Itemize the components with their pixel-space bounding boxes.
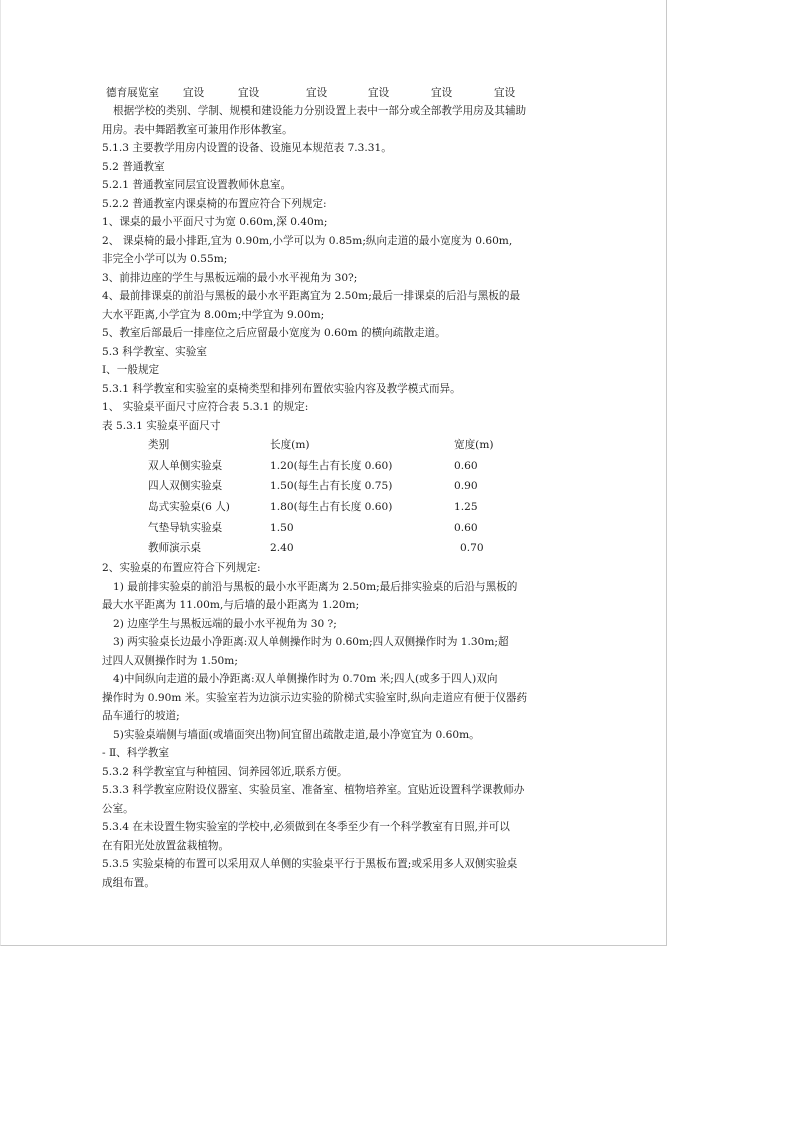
item-5: 5)实验桌端侧与墙面(或墙面突出物)间宜留出疏散走道,最小净宽宜为 0.60m。 [113,728,480,741]
paragraph-line: 用房。表中舞蹈教室可兼用作形体教室。 [102,123,293,136]
table-row [102,456,572,477]
table-header [102,435,572,456]
table-cell: 1.20(每生占有长度 0.60) [270,459,393,472]
subsection-heading-2: - Ⅱ、科学教室 [102,747,170,760]
table-cell: 0.60 [454,521,478,534]
rule-3: 3、前排边座的学生与黑板远端的最小水平视角为 30?; [102,271,358,284]
section-heading-5-3: 5.3 科学教室、实验室 [102,345,207,358]
item-4-line: 4)中间纵向走道的最小净距离:双人单侧操作时为 0.70m 米;四人(或多于四人)双向 [113,673,498,686]
paragraph-line: 根据学校的类别、学制、规模和建设能力分别设置上表中一部分或全部教学用房及其辅助 [113,105,527,117]
table-cell: 1.80(每生占有长度 0.60) [270,501,393,514]
table-cell: 1.50 [270,521,294,534]
clause-5-2-1: 5.2.1 普通教室同层宜设置教师休息室。 [102,179,292,191]
clause-5-3-5-line: 5.3.5 实验桌椅的布置可以采用双人单侧的实验桌平行于黑板布置;或采用多人双侧实验桌 [102,858,518,871]
item-4-line: 操作时为 0.90m 米。实验室若为边演示边实验的阶梯式实验室时,纵向走道应有便于仪器药 [102,691,528,704]
table-title: 表 5.3.1 实验桌平面尺寸 [102,419,221,432]
table-cell: 宜设 [368,87,390,99]
document-body [102,84,572,892]
rule-5: 5、教室后部最后一排座位之后应留最小宽度为 0.60m 的横向疏散走道。 [102,327,446,339]
table-cell: 宜设 [238,87,260,99]
lab-desk-table [102,435,572,559]
table-cell: 德育展览室 [106,87,159,99]
item-3-line: 3) 两实验桌长边最小净距离:双人单侧操作时为 0.60m;四人双侧操作时为 1.30m;超 [113,636,509,649]
clause-5-3-3-line: 5.3.3 科学教室应附设仪器室、实验员室、准备室、植物培养室。宜贴近设置科学课教师办 [102,784,525,797]
table-row [102,497,572,518]
clause-5-3-1-item-2: 2、实验桌的布置应符合下列规定: [102,562,261,575]
table-cell: 四人双侧实验桌 [148,480,223,493]
clause-5-1-3: 5.1.3 主要教学用房内设置的设备、设施见本规范表 7.3.31。 [102,142,392,154]
table-cell: 1.25 [454,501,478,514]
table-cell: 0.90 [454,480,478,493]
subsection-heading-1: Ⅰ、一般规定 [102,364,160,376]
clause-5-3-1: 5.3.1 科学教室和实验室的桌椅类型和排列布置依实验内容及教学模式而异。 [102,382,461,395]
section-heading-5-2: 5.2 普通教室 [102,160,165,173]
table-cell: 宜设 [494,87,516,99]
rule-1: 1、课桌的最小平面尺寸为宽 0.60m,深 0.40m; [102,216,328,228]
item-3-line: 过四人双侧操作时为 1.50m; [102,654,238,667]
item-4-line: 品车通行的坡道; [102,710,180,723]
table-row [102,476,572,497]
table-cell: 宜设 [431,87,453,99]
table-cell: 双人单侧实验桌 [148,459,223,472]
clause-5-3-4-line: 5.3.4 在未设置生物实验室的学校中,必须做到在冬季至少有一个科学教室有日照,并可以 [102,821,510,834]
table-cell: 岛式实验桌(6 人) [148,501,230,514]
table-cell: 宜设 [306,87,328,99]
table-row [102,518,572,539]
table-header-cell: 长度(m) [270,439,310,451]
clause-5-3-4-line: 在有阳光处放置盆栽植物。 [102,839,230,852]
table-cell: 0.60 [454,459,478,472]
clause-5-3-3-line: 公室。 [102,802,134,815]
table-header-cell: 类别 [148,439,170,451]
item-1-line: 1) 最前排实验桌的前沿与黑板的最小水平距离为 2.50m;最后排实验桌的后沿与黑板的 [113,580,518,593]
table-header-cell: 宽度(m) [454,439,494,451]
item-1-line: 最大水平距离为 11.00m,与后墙的最小距离为 1.20m; [102,599,360,612]
rule-2-line: 2、 课桌椅的最小排距,宜为 0.90m,小学可以为 0.85m;纵向走道的最小宽度为 0.60m, [102,234,513,247]
item-2: 2) 边座学生与黑板远端的最小水平视角为 30 ?; [113,617,337,630]
clause-5-2-2: 5.2.2 普通教室内课桌椅的布置应符合下列规定: [102,197,327,210]
table-cell: 2.40 [270,542,294,555]
clause-5-3-2: 5.3.2 科学教室宜与种植园、饲养园邻近,联系方便。 [102,765,348,778]
clause-5-3-5-line: 成组布置。 [102,876,155,889]
table-cell: 0.70 [460,542,484,555]
rule-2-line: 非完全小学可以为 0.55m; [102,253,228,265]
table-cell: 气垫导轨实验桌 [148,521,223,534]
clause-5-3-1-item-1: 1、 实验桌平面尺寸应符合表 5.3.1 的规定: [102,401,309,413]
table-cell: 教师演示桌 [148,542,201,555]
table-row [102,538,572,559]
table-cell: 宜设 [183,87,205,99]
table-cell: 1.50(每生占有长度 0.75) [270,480,393,493]
rule-4-line: 大水平距离,小学宜为 8.00m;中学宜为 9.00m; [102,308,325,321]
rule-4-line: 4、最前排课桌的前沿与黑板的最小水平距离宜为 2.50m;最后一排课桌的后沿与黑板的最 [102,290,521,302]
table-header-row [102,84,572,102]
